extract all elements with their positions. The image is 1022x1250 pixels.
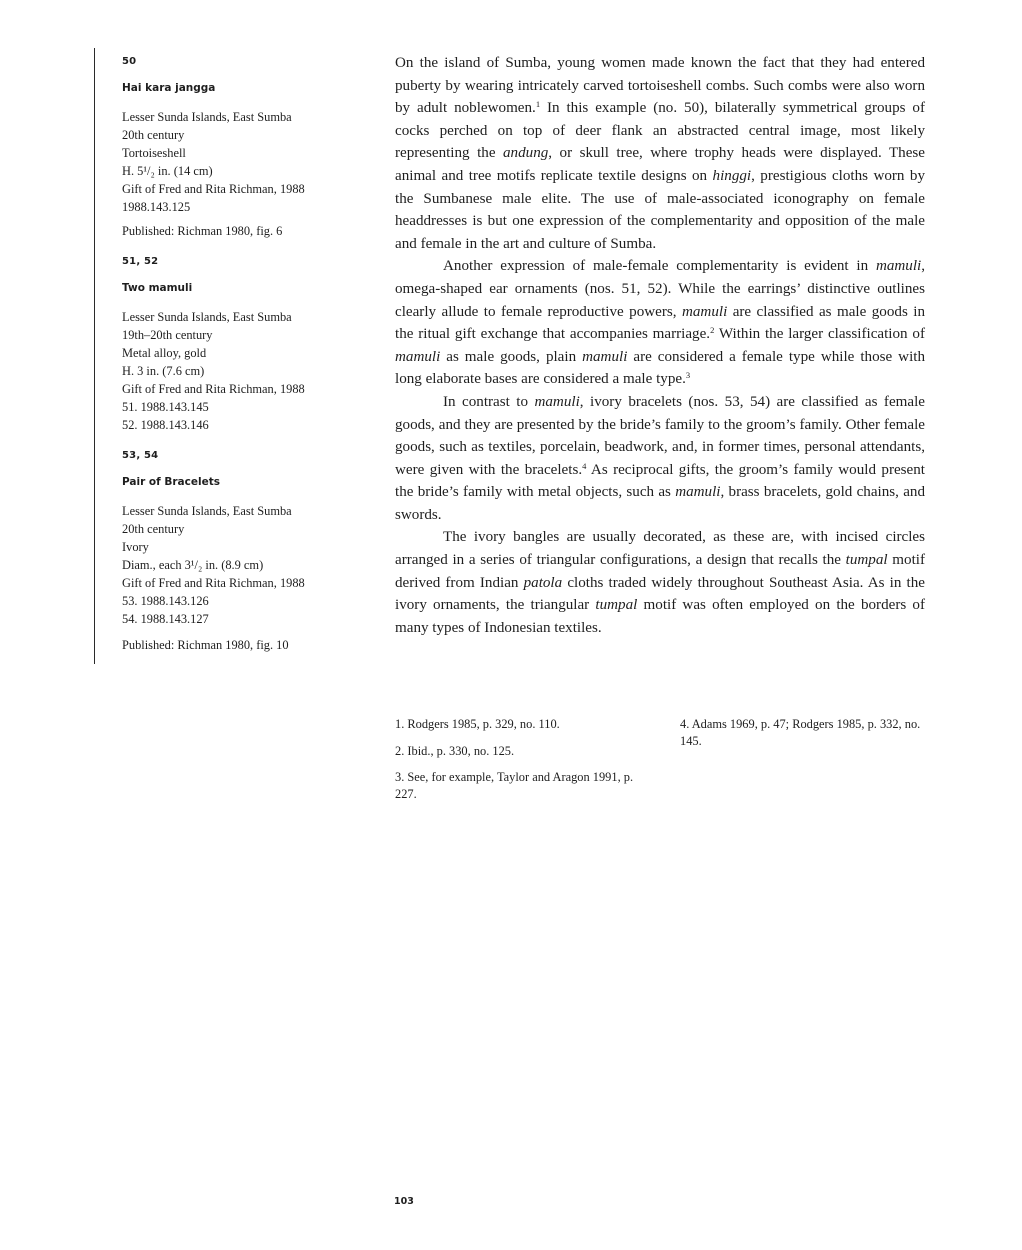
catalog-line: Gift of Fred and Rita Richman, 1988	[122, 182, 305, 196]
catalog-published: Published: Richman 1980, fig. 10	[122, 638, 289, 652]
body-paragraph: Another expression of male-female complementarity is evident in mamuli, omega-shaped ear ornaments (nos. 51, 52). While the earrings’ distinctive outlines clearly allude to female reproductive powers, mamuli are classified as male goods in the ritual gift exchange that accompanies marriage.$^2$ Within the larger classification of mamuli as male goods, plain mamuli are considered a female type while those with long elaborate bases are considered a male type.$^3$	[395, 258, 925, 388]
italic-term: mamuli	[534, 393, 580, 410]
catalog-line: 20th century	[122, 522, 185, 536]
italic-term: mamuli	[395, 348, 441, 365]
footnote-marker: 3	[685, 370, 691, 381]
catalog-line: 51. 1988.143.145	[122, 400, 209, 414]
catalog-line: 54. 1988.143.127	[122, 612, 209, 626]
catalog-published: Published: Richman 1980, fig. 6	[122, 224, 283, 238]
page-number: 103	[394, 1196, 414, 1207]
italic-term: mamuli	[681, 303, 728, 320]
catalog-title: Pair of Bracelets	[122, 476, 220, 488]
catalog-number: 50	[122, 56, 137, 67]
footnote-marker: 1	[535, 99, 541, 110]
catalog-entry	[122, 256, 344, 434]
catalog-line: Ivory	[122, 540, 149, 554]
italic-term: mamuli	[875, 258, 922, 275]
footnote-marker: 4	[582, 460, 587, 471]
catalog-line: Lesser Sunda Islands, East Sumba	[122, 504, 292, 518]
endnote: 1. Rodgers 1985, p. 329, no. 110.	[395, 717, 560, 731]
catalog-line: Lesser Sunda Islands, East Sumba	[122, 310, 292, 324]
endnote: 2. Ibid., p. 330, no. 125.	[395, 743, 515, 758]
catalog-line: H. 3 in. (7.6 cm)	[122, 364, 205, 378]
catalog-line: 19th–20th century	[122, 328, 213, 342]
catalog-title: Two mamuli	[122, 282, 193, 294]
italic-term: mamuli	[582, 348, 628, 365]
catalog-line: Tortoiseshell	[122, 146, 186, 160]
catalog-line: Gift of Fred and Rita Richman, 1988	[122, 382, 305, 396]
endnote: 4. Adams 1969, p. 47; Rodgers 1985, p. 332, no. 145.	[680, 717, 921, 748]
body-paragraph: On the island of Sumba, young women made known the fact that they had entered puberty by wearing intricately carved tortoiseshell combs. Such combs were also worn by adult noblewomen.$^1$ In this example (no. 50), bilaterally symmetrical groups of cocks perched on top of deer flank an abstracted central image, most likely representing the andung, or skull tree, where trophy heads were displayed. These animal and tree motifs replicate textile designs on hinggi, prestigious cloths worn by the Sumbanese male elite. The use of male-associated iconography on female headdresses is but one expression of the complementarity and opposition of the male and female in the art and culture of Sumba.	[395, 55, 926, 252]
body-paragraph: The ivory bangles are usually decorated, as these are, with incised circles arranged in a series of triangular configurations, a design that recalls the tumpal motif derived from Indian patola cloths traded widely throughout Southeast Asia. As in the ivory ornaments, the triangular tumpal motif was often employed on the borders of many types of Indonesian textiles.	[395, 529, 925, 636]
catalog-number: 51, 52	[122, 256, 159, 267]
catalog-line: H. 5¹/₂ in. (14 cm)	[122, 164, 213, 178]
catalog-line: Metal alloy, gold	[122, 346, 207, 360]
catalog-number: 53, 54	[122, 450, 159, 461]
endnotes-left	[395, 716, 650, 812]
catalog-line: Gift of Fred and Rita Richman, 1988	[122, 576, 305, 590]
italic-term: tumpal	[595, 597, 638, 614]
endnotes-right	[680, 716, 930, 759]
catalog-entry	[122, 56, 344, 240]
italic-term: mamuli	[675, 484, 721, 501]
italic-term: patola	[523, 574, 563, 591]
catalog-line: 20th century	[122, 128, 185, 142]
italic-term: andung	[503, 145, 549, 162]
catalog-title: Hai kara jangga	[122, 82, 216, 94]
endnote: 3. See, for example, Taylor and Aragon 1991, p. 227.	[395, 770, 634, 801]
catalog-sidebar	[122, 56, 344, 670]
margin-rule	[94, 48, 95, 664]
footnote-marker: 2	[710, 325, 715, 336]
catalog-line: Lesser Sunda Islands, East Sumba	[122, 110, 292, 124]
body-paragraph: In contrast to mamuli, ivory bracelets (nos. 53, 54) are classified as female goods, and they are presented by the bride’s family to the groom’s family. Other female goods, such as textiles, porcelain, beadwork, and, in former times, personal attendants, were given with the bracelets.$^4$ As reciprocal gifts, the groom’s family would present the bride’s family with metal objects, such as mamuli, brass bracelets, gold chains, and swords.	[395, 393, 925, 523]
italic-term: tumpal	[845, 552, 888, 569]
catalog-line: 53. 1988.143.126	[122, 594, 209, 608]
essay-body	[395, 52, 925, 639]
catalog-line: 1988.143.125	[122, 200, 191, 214]
catalog-line: 52. 1988.143.146	[122, 418, 209, 432]
italic-term: hinggi	[712, 167, 752, 184]
catalog-line: Diam., each 3¹/₂ in. (8.9 cm)	[122, 558, 264, 572]
catalog-entry	[122, 450, 344, 654]
